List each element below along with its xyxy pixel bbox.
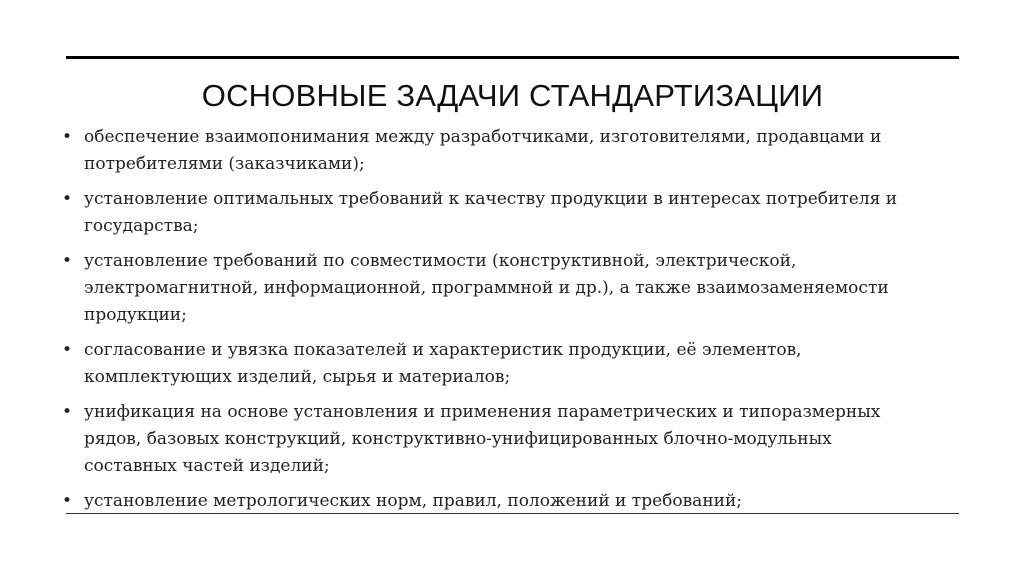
bullet-text-line: унификация на основе установления и применения параметрических и типоразмерных	[84, 402, 881, 422]
bullet-item-4	[60, 337, 940, 391]
bullet-text-line: продукции;	[84, 305, 187, 325]
bullet-text-line: комплектующих изделий, сырья и материалов;	[84, 367, 511, 387]
slide-title: ОСНОВНЫЕ ЗАДАЧИ СТАНДАРТИЗАЦИИ	[201, 78, 824, 113]
bullet-item-1	[60, 124, 940, 178]
bullet-text-line: потребителями (заказчиками);	[84, 154, 365, 174]
bullet-item-2	[60, 186, 940, 240]
bullet-text-line: электромагнитной, информационной, программной и др.), а также взаимозаменяемости	[84, 278, 889, 298]
bottom-divider	[66, 513, 959, 514]
bullet-icon: •	[61, 491, 73, 511]
bullet-text-line: установление метрологических норм, правил, положений и требований;	[84, 491, 743, 511]
bullet-text-line: установление оптимальных требований к качеству продукции в интересах потребителя и	[84, 189, 898, 209]
bullet-icon: •	[61, 340, 73, 360]
bullet-text-line: обеспечение взаимопонимания между разработчиками, изготовителями, продавцами и	[84, 127, 882, 147]
bullet-item-6	[60, 488, 940, 515]
bullet-list	[60, 124, 940, 523]
bullet-icon: •	[61, 189, 73, 209]
bullet-item-5	[60, 399, 940, 480]
bullet-text-line: составных частей изделий;	[84, 456, 330, 476]
top-divider	[66, 56, 959, 59]
bullet-icon: •	[61, 251, 73, 271]
bullet-text-line: согласование и увязка показателей и характеристик продукции, её элементов,	[84, 340, 802, 360]
bullet-text-line: рядов, базовых конструкций, конструктивно-унифицированных блочно-модульных	[84, 429, 832, 449]
bullet-text-line: установление требований по совместимости (конструктивной, электрической,	[84, 251, 797, 271]
bullet-icon: •	[61, 402, 73, 422]
bullet-item-3	[60, 248, 940, 329]
bullet-icon: •	[61, 127, 73, 147]
bullet-text-line: государства;	[84, 216, 199, 236]
